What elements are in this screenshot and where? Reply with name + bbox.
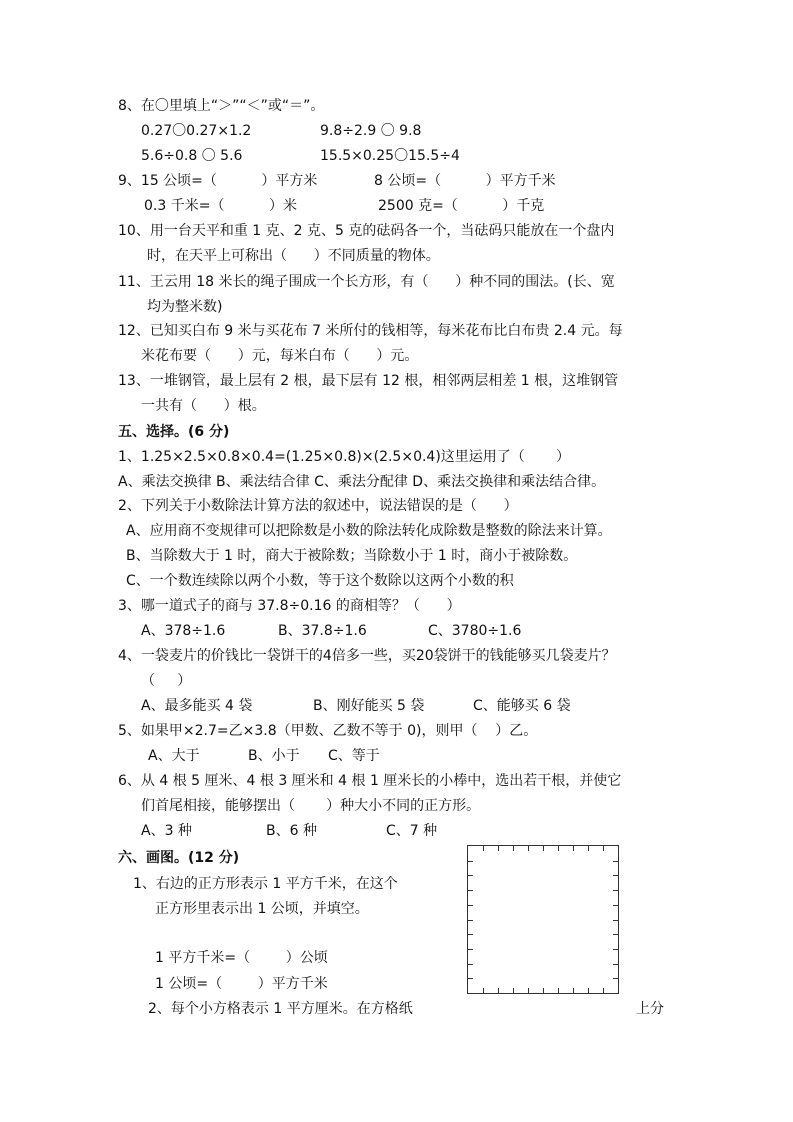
tick-mark (513, 988, 514, 993)
tick-mark (613, 978, 618, 979)
c6-q: 6、从 4 根 5 厘米、4 根 3 厘米和 4 根 1 厘米长的小棒中，选出若干根，并使它 (118, 773, 622, 789)
c2-q: 2、下列关于小数除法计算方法的叙述中，说法错误的是（ ） (118, 498, 518, 514)
draw1-line2: 正方形里表示出 1 公顷，并填空。 (155, 901, 369, 917)
q13-line2: 一共有（ ）根。 (141, 398, 266, 414)
q12-line2: 米花布要（ ）元，每米白布（ ）元。 (141, 348, 419, 364)
tick-mark (613, 934, 618, 935)
tick-mark (613, 949, 618, 950)
q8-title: 8、在〇里填上“＞”“＜”或“＝”。 (118, 98, 325, 114)
c6-b: B、6 种 (266, 823, 317, 839)
q13-line1: 13、一堆钢管，最上层有 2 根，最下层有 12 根，相邻两层相差 1 根，这堆钢管 (118, 373, 619, 389)
c3-a: A、378÷1.6 (141, 623, 226, 639)
q9-c: 0.3 千米=（ ）米 (144, 198, 297, 214)
q8-c: 5.6÷0.8 〇 5.6 (141, 148, 243, 164)
c6-q2: 们首尾相接，能够摆出（ ）种大小不同的正方形。 (141, 798, 481, 814)
tick-mark (558, 988, 559, 993)
tick-mark (603, 846, 604, 851)
square-diagram (467, 845, 619, 994)
c4-paren: （ ） (141, 673, 192, 689)
q11-line1: 11、王云用 18 米长的绳子围成一个长方形，有（ ）种不同的围法。(长、宽 (118, 274, 615, 290)
tick-mark (573, 988, 574, 993)
c2-a: A、应用商不变规律可以把除数是小数的除法转化成除数是整数的除法来计算。 (126, 523, 612, 539)
tick-mark (588, 988, 589, 993)
c3-q: 3、哪一道式子的商与 37.8÷0.16 的商相等？（ ） (118, 598, 461, 614)
tick-mark (613, 890, 618, 891)
q10-line2: 时，在天平上可称出（ ）不同质量的物体。 (147, 248, 440, 264)
tick-mark (573, 846, 574, 851)
tick-mark (613, 875, 618, 876)
tick-mark (558, 846, 559, 851)
q9-a: 9、15 公顷=（ ）平方米 (118, 173, 318, 189)
draw2-text: 2、每个小方格表示 1 平方厘米。在方格纸 (148, 1001, 413, 1017)
tick-mark (613, 964, 618, 965)
q10-line1: 10、用一台天平和重 1 克、2 克、5 克的砝码各一个，当砝码只能放在一个盘内 (118, 223, 615, 239)
q8-d: 15.5×0.25〇15.5÷4 (320, 148, 460, 164)
tick-mark (603, 988, 604, 993)
tick-mark (498, 846, 499, 851)
section6-title: 六、画图。(12 分) (118, 850, 240, 866)
c2-b: B、当除数大于 1 时，商大于被除数；当除数小于 1 时，商小于被除数。 (126, 548, 578, 564)
q8-b: 9.8÷2.9 〇 9.8 (320, 123, 422, 139)
tick-mark (543, 846, 544, 851)
section5-title: 五、选择。(6 分) (118, 424, 230, 440)
tick-mark (543, 988, 544, 993)
c4-b: B、刚好能买 5 袋 (313, 698, 425, 714)
c2-c: C、一个数连续除以两个小数，等于这个数除以这两个小数的积 (126, 573, 514, 589)
draw1-line1: 1、右边的正方形表示 1 平方千米，在这个 (133, 876, 398, 892)
c1-q: 1、1.25×2.5×0.8×0.4=(1.25×0.8)×(2.5×0.4)这里运用了（ ） (118, 449, 570, 465)
tick-mark (468, 875, 473, 876)
tick-mark (468, 905, 473, 906)
tick-mark (528, 846, 529, 851)
q12-line1: 12、已知买白布 9 米与买花布 7 米所付的钱相等，每米花布比白布贵 2.4 元。每 (118, 323, 623, 339)
tick-mark (468, 934, 473, 935)
c6-a: A、3 种 (141, 823, 192, 839)
tick-mark (468, 964, 473, 965)
c4-c: C、能够买 6 袋 (473, 698, 571, 714)
tick-mark (588, 846, 589, 851)
c5-b: B、小于 (248, 748, 300, 764)
c5-q: 5、如果甲×2.7=乙×3.8（甲数、乙数不等于 0)，则甲（ ）乙。 (118, 723, 538, 739)
tick-mark (613, 861, 618, 862)
c3-c: C、3780÷1.6 (428, 623, 522, 639)
c4-a: A、最多能买 4 袋 (141, 698, 253, 714)
tick-mark (528, 988, 529, 993)
q11-line2: 均为整米数) (147, 299, 223, 315)
c1-options: A、乘法交换律 B、乘法结合律 C、乘法分配律 D、乘法交换律和乘法结合律。 (118, 474, 606, 490)
tick-mark (498, 988, 499, 993)
tick-mark (483, 846, 484, 851)
c5-a: A、大于 (148, 748, 200, 764)
tick-mark (468, 920, 473, 921)
tick-mark (468, 890, 473, 891)
c4-q: 4、一袋麦片的价钱比一袋饼干的4倍多一些，买20袋饼干的钱能够买几袋麦片？ (118, 648, 616, 664)
tick-mark (468, 978, 473, 979)
q9-b: 8 公顷=（ ）平方千米 (374, 173, 556, 189)
tick-mark (513, 846, 514, 851)
c3-b: B、37.8÷1.6 (278, 623, 367, 639)
tick-mark (613, 920, 618, 921)
q8-a: 0.27〇0.27×1.2 (141, 123, 252, 139)
tick-mark (483, 988, 484, 993)
draw1-fill2: 1 公顷=（ ）平方千米 (155, 976, 328, 992)
c5-c: C、等于 (328, 748, 380, 764)
tick-mark (468, 949, 473, 950)
tick-mark (468, 861, 473, 862)
q9-d: 2500 克=（ ）千克 (378, 198, 545, 214)
draw1-fill1: 1 平方千米=（ ）公顷 (155, 950, 328, 966)
c6-c: C、7 种 (386, 823, 438, 839)
tick-mark (613, 905, 618, 906)
draw2-text-end: 上分 (636, 1001, 664, 1017)
